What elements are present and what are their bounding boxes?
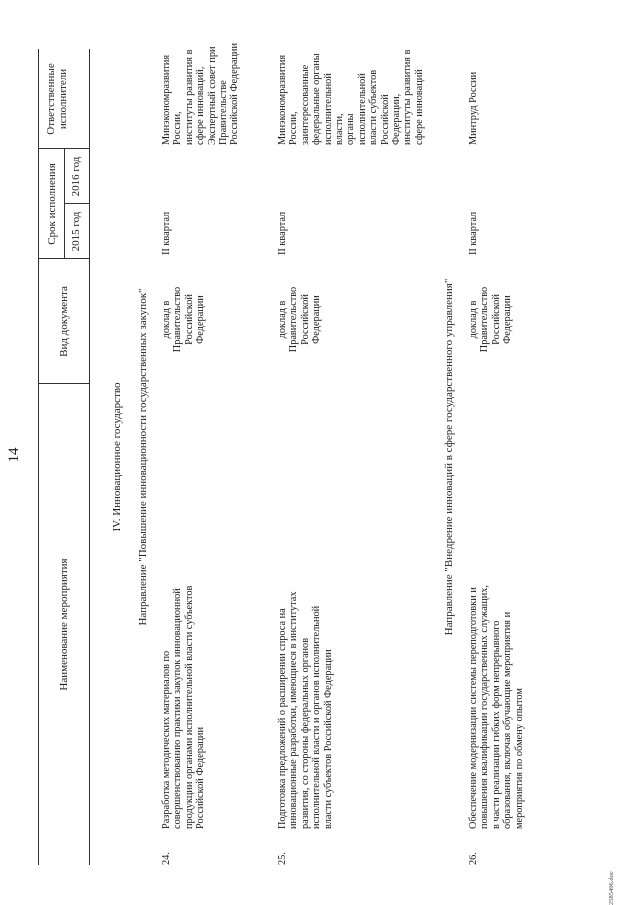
row-number: 26. <box>468 852 479 865</box>
row-term-2015: II квартал <box>277 211 288 255</box>
page-number: 14 <box>6 447 22 463</box>
header-responsible: Ответственные исполнители <box>45 63 69 135</box>
row-name: Обеспечение модернизации системы переподготовки и повышения квалификации государственных служащих, в части реализации гибких форм непрерывного образования, включая обучающие мероприятия и мероприятия по обмену опытом <box>468 585 525 829</box>
section-title: IV. Инновационное государство <box>111 382 123 532</box>
header-year-2016: 2016 год <box>70 156 82 197</box>
row-term-2015: II квартал <box>161 211 172 255</box>
row-number: 25. <box>277 852 288 865</box>
document-id: 2585496.doc <box>608 871 615 905</box>
direction-title-1: Направление "Повышение инновационности государственных закупок" <box>137 288 149 626</box>
header-doc-type: Вид документа <box>58 286 70 357</box>
row-name: Разработка методических материалов по совершенствованию практики закупок инновационной продукции органами исполнительной власти субъектов Российской Федерации <box>161 585 207 829</box>
row-doc-type: доклад в Правительство Российской Федерации <box>161 286 207 353</box>
row-term-2015: II квартал <box>468 211 479 255</box>
row-responsible: Минэкономразвития России, заинтересованные федеральные органы исполнительной власти, органы исполнительной власти субъектов Российской Федерации, институты развития в сфере инноваций <box>277 49 425 145</box>
row-doc-type: доклад в Правительство Российской Федерации <box>277 286 323 353</box>
row-responsible: Минтруд России <box>468 71 479 145</box>
row-responsible: Минэкономразвития России, институты развития в сфере инноваций, Экспертный совет при Правительстве Российской Федерации <box>161 43 241 145</box>
header-bottom-border <box>89 49 90 865</box>
deadline-subheader-line <box>64 149 65 259</box>
header-year-2015: 2015 год <box>70 211 82 252</box>
table-top-border <box>38 49 39 865</box>
direction-title-2: Направление "Внедрение инноваций в сфере государственного управления" <box>443 278 455 636</box>
header-name: Наименование мероприятия <box>58 558 70 691</box>
row-number: 24. <box>161 852 172 865</box>
row-name: Подготовка предложений о расширении спроса на инновационные разработки, имеющиеся в институтах развития, со стороны федеральных органов исполнительной власти и органов исполнительной власти субъектов Российской Федерации <box>277 591 334 829</box>
row-doc-type: доклад в Правительство Российской Федерации <box>468 286 514 353</box>
header-deadline: Срок исполнения <box>46 163 58 245</box>
